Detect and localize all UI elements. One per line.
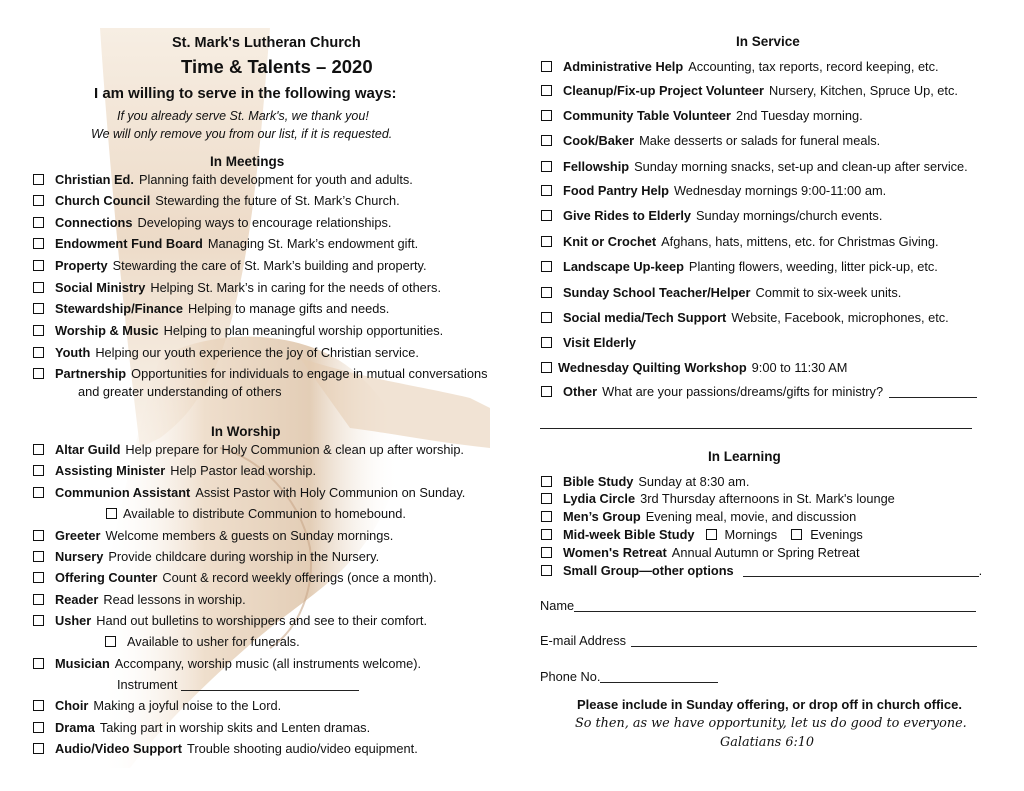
item-name: Cook/Baker xyxy=(563,133,635,148)
checkbox[interactable] xyxy=(541,547,552,558)
item-name: Women's Retreat xyxy=(563,545,667,560)
phone-label: Phone No. xyxy=(540,669,601,684)
checkbox[interactable] xyxy=(541,287,552,298)
item-name: Reader xyxy=(55,592,99,607)
item-name: Choir xyxy=(55,698,89,713)
checkbox[interactable] xyxy=(33,260,44,271)
item-desc: Assist Pastor with Holy Communion on Sunday. xyxy=(195,485,466,500)
learning-title: In Learning xyxy=(708,449,781,464)
footer-verse: So then, as we have opportunity, let us do good to everyone. xyxy=(575,716,967,731)
meetings-title: In Meetings xyxy=(210,154,285,169)
email-label: E-mail Address xyxy=(540,633,627,648)
service-item[interactable] xyxy=(541,310,949,325)
checkbox[interactable] xyxy=(541,236,552,247)
service-item[interactable] xyxy=(541,259,938,274)
service-item[interactable] xyxy=(541,159,968,174)
item-name: Partnership xyxy=(55,366,127,381)
item-name: Connections xyxy=(55,215,133,230)
item-desc: Stewarding the care of St. Mark’s building and property. xyxy=(112,258,427,273)
item-name: Youth xyxy=(55,345,91,360)
checkbox[interactable] xyxy=(541,337,552,348)
meeting-item[interactable] xyxy=(33,215,391,230)
item-desc: Trouble shooting audio/video equipment. xyxy=(187,741,418,756)
service-item[interactable] xyxy=(541,384,977,399)
item-desc: Commit to six-week units. xyxy=(755,285,902,300)
service-item[interactable] xyxy=(541,285,901,300)
item-name: Altar Guild xyxy=(55,442,121,457)
meeting-item[interactable] xyxy=(33,280,441,295)
item-name: Community Table Volunteer xyxy=(563,108,732,123)
checkbox[interactable] xyxy=(541,161,552,172)
checkbox[interactable] xyxy=(105,636,116,647)
form-subtitle: I am willing to serve in the following ways: xyxy=(94,85,397,102)
removal-note: We will only remove you from our list, if it is requested. xyxy=(91,127,393,141)
service-item[interactable] xyxy=(541,108,863,123)
item-desc: Helping to manage gifts and needs. xyxy=(188,301,390,316)
item-name: Worship & Music xyxy=(55,323,159,338)
item-desc: 9:00 to 11:30 AM xyxy=(751,360,848,375)
item-desc: Website, Facebook, microphones, etc. xyxy=(731,310,949,325)
email-field[interactable] xyxy=(540,633,977,648)
item-name: Stewardship/Finance xyxy=(55,301,184,316)
item-desc: Available to usher for funerals. xyxy=(127,634,300,649)
meeting-item[interactable] xyxy=(33,258,427,273)
meeting-item[interactable] xyxy=(33,193,400,208)
checkbox[interactable] xyxy=(33,444,44,455)
item-name: Endowment Fund Board xyxy=(55,236,203,251)
checkbox[interactable] xyxy=(33,658,44,669)
item-desc: Welcome members & guests on Sunday mornings. xyxy=(105,528,394,543)
checkbox[interactable] xyxy=(541,386,552,397)
worship-title: In Worship xyxy=(211,424,281,439)
item-name: Usher xyxy=(55,613,92,628)
partnership-desc-continued: and greater understanding of others xyxy=(78,384,282,399)
checkbox[interactable] xyxy=(33,347,44,358)
worship-item[interactable] xyxy=(33,720,370,735)
item-desc: Read lessons in worship. xyxy=(103,592,246,607)
item-desc: Taking part in worship skits and Lenten dramas. xyxy=(99,720,371,735)
service-item[interactable] xyxy=(541,360,847,375)
other-answer-line[interactable] xyxy=(889,385,977,398)
other-answer-line-2[interactable] xyxy=(540,428,972,429)
service-item[interactable] xyxy=(541,234,939,249)
item-name: Assisting Minister xyxy=(55,463,166,478)
checkbox[interactable] xyxy=(541,110,552,121)
worship-item[interactable] xyxy=(33,549,379,564)
checkbox[interactable] xyxy=(33,195,44,206)
checkbox[interactable] xyxy=(541,261,552,272)
checkbox[interactable] xyxy=(33,238,44,249)
item-desc: Accounting, tax reports, record keeping, etc. xyxy=(688,59,939,74)
checkbox[interactable] xyxy=(33,368,44,379)
worship-item[interactable] xyxy=(33,698,281,713)
item-name: Men’s Group xyxy=(563,509,641,524)
checkbox[interactable] xyxy=(541,312,552,323)
service-title: In Service xyxy=(736,34,800,49)
footer-instruction: Please include in Sunday offering, or drop off in church office. xyxy=(577,697,962,712)
item-desc: Sunday morning snacks, set-up and clean-up after service. xyxy=(634,159,968,174)
service-item[interactable] xyxy=(541,335,641,350)
checkbox[interactable] xyxy=(541,529,552,540)
item-name: Landscape Up-keep xyxy=(563,259,684,274)
evenings-label: Evenings xyxy=(810,527,863,542)
item-name: Property xyxy=(55,258,108,273)
checkbox[interactable] xyxy=(541,85,552,96)
phone-line[interactable] xyxy=(600,670,718,683)
item-name: Sunday School Teacher/Helper xyxy=(563,285,751,300)
thank-you-note: If you already serve St. Mark's, we thank you! xyxy=(117,109,369,123)
checkbox[interactable] xyxy=(541,565,552,576)
worship-item[interactable] xyxy=(33,613,427,628)
worship-item[interactable] xyxy=(33,741,418,756)
item-desc: Help Pastor lead worship. xyxy=(170,463,317,478)
name-field[interactable] xyxy=(540,598,976,613)
item-name: Give Rides to Elderly xyxy=(563,208,692,223)
worship-item[interactable] xyxy=(33,528,393,543)
checkbox[interactable] xyxy=(33,594,44,605)
worship-item[interactable] xyxy=(33,656,421,671)
learning-item[interactable] xyxy=(541,545,860,560)
worship-item[interactable] xyxy=(33,463,316,478)
evenings-checkbox[interactable] xyxy=(791,529,802,540)
item-desc: Accompany, worship music (all instruments welcome). xyxy=(114,656,422,671)
item-desc: Making a joyful noise to the Lord. xyxy=(93,698,282,713)
service-item[interactable] xyxy=(541,133,880,148)
service-item[interactable] xyxy=(541,208,882,223)
item-desc: Sunday mornings/church events. xyxy=(696,208,883,223)
item-desc: 2nd Tuesday morning. xyxy=(736,108,863,123)
homebound-option[interactable] xyxy=(106,506,406,521)
church-name: St. Mark's Lutheran Church xyxy=(172,35,361,51)
checkbox[interactable] xyxy=(541,511,552,522)
item-name: Lydia Circle xyxy=(563,491,636,506)
checkbox[interactable] xyxy=(33,465,44,476)
item-name: Social media/Tech Support xyxy=(563,310,727,325)
item-name: Christian Ed. xyxy=(55,172,134,187)
learning-item[interactable] xyxy=(541,491,895,506)
item-name: Church Council xyxy=(55,193,151,208)
item-desc: Opportunities for individuals to engage in mutual conversations xyxy=(131,366,488,381)
instrument-line[interactable] xyxy=(181,678,359,691)
item-name: Food Pantry Help xyxy=(563,183,669,198)
item-name: Cleanup/Fix-up Project Volunteer xyxy=(563,83,764,98)
service-item[interactable] xyxy=(541,83,958,98)
checkbox[interactable] xyxy=(33,325,44,336)
name-label: Name xyxy=(540,598,575,613)
checkbox[interactable] xyxy=(33,551,44,562)
item-desc: Annual Autumn or Spring Retreat xyxy=(671,545,860,560)
learning-item[interactable] xyxy=(541,509,856,524)
item-desc: Provide childcare during worship in the Nursery. xyxy=(108,549,380,564)
checkbox[interactable] xyxy=(541,362,552,373)
item-name: Musician xyxy=(55,656,110,671)
checkbox[interactable] xyxy=(541,476,552,487)
checkbox[interactable] xyxy=(33,722,44,733)
checkbox[interactable] xyxy=(106,508,117,519)
footer-reference: Galatians 6:10 xyxy=(720,735,815,750)
checkbox[interactable] xyxy=(33,700,44,711)
small-group-line[interactable] xyxy=(743,564,979,577)
item-desc: Helping St. Mark’s in caring for the needs of others. xyxy=(150,280,442,295)
instrument-label: Instrument xyxy=(117,677,178,692)
item-name: Greeter xyxy=(55,528,101,543)
form-title: Time & Talents – 2020 xyxy=(181,56,373,77)
mornings-checkbox[interactable] xyxy=(706,529,717,540)
meeting-item[interactable] xyxy=(33,236,418,251)
meeting-item[interactable] xyxy=(33,172,413,187)
checkbox[interactable] xyxy=(33,530,44,541)
item-desc: Sunday at 8:30 am. xyxy=(638,474,750,489)
item-name: Audio/Video Support xyxy=(55,741,183,756)
item-desc: Nursery, Kitchen, Spruce Up, etc. xyxy=(768,83,958,98)
item-desc: Help prepare for Holy Communion & clean up after worship. xyxy=(125,442,464,457)
worship-item[interactable] xyxy=(33,570,437,585)
checkbox[interactable] xyxy=(541,493,552,504)
worship-item[interactable] xyxy=(33,592,246,607)
worship-item[interactable] xyxy=(33,442,464,457)
item-name: Offering Counter xyxy=(55,570,158,585)
checkbox[interactable] xyxy=(541,61,552,72)
item-name: Mid-week Bible Study xyxy=(563,527,695,542)
service-item[interactable] xyxy=(541,59,939,74)
checkbox[interactable] xyxy=(33,217,44,228)
instrument-field[interactable] xyxy=(117,677,359,692)
item-name: Fellowship xyxy=(563,159,630,174)
funerals-option[interactable] xyxy=(105,634,300,649)
meeting-item[interactable] xyxy=(33,323,443,338)
item-name: Visit Elderly xyxy=(563,335,637,350)
item-name: Nursery xyxy=(55,549,104,564)
learning-item[interactable] xyxy=(541,474,749,489)
item-name: Wednesday Quilting Workshop xyxy=(558,360,747,375)
item-desc: What are your passions/dreams/gifts for ministry? xyxy=(602,384,884,399)
checkbox[interactable] xyxy=(33,174,44,185)
item-desc: Planning faith development for youth and adults. xyxy=(138,172,413,187)
item-desc: Make desserts or salads for funeral meals. xyxy=(639,133,881,148)
item-desc: Available to distribute Communion to homebound. xyxy=(123,506,406,521)
item-desc: Afghans, hats, mittens, etc. for Christmas Giving. xyxy=(661,234,939,249)
item-name: Drama xyxy=(55,720,95,735)
item-desc: Planting flowers, weeding, litter pick-up, etc. xyxy=(688,259,938,274)
item-desc: 3rd Thursday afternoons in St. Mark's lounge xyxy=(640,491,895,506)
checkbox[interactable] xyxy=(33,487,44,498)
item-name: Communion Assistant xyxy=(55,485,191,500)
meeting-item[interactable] xyxy=(33,345,419,360)
checkbox[interactable] xyxy=(33,282,44,293)
item-desc: Wednesday mornings 9:00-11:00 am. xyxy=(673,183,887,198)
email-line[interactable] xyxy=(631,634,977,647)
meeting-item[interactable] xyxy=(33,366,488,381)
item-desc: Helping to plan meaningful worship opportunities. xyxy=(163,323,444,338)
name-line[interactable] xyxy=(574,599,976,612)
checkbox[interactable] xyxy=(33,303,44,314)
item-desc: Managing St. Mark’s endowment gift. xyxy=(207,236,419,251)
item-name: Social Ministry xyxy=(55,280,146,295)
checkbox[interactable] xyxy=(33,615,44,626)
phone-field[interactable] xyxy=(540,669,718,684)
service-item[interactable] xyxy=(541,183,886,198)
mornings-label: Mornings xyxy=(724,527,778,542)
worship-item[interactable] xyxy=(33,485,465,500)
item-name: Knit or Crochet xyxy=(563,234,657,249)
item-desc: Evening meal, movie, and discussion xyxy=(645,509,857,524)
item-name: Bible Study xyxy=(563,474,634,489)
item-desc: Developing ways to encourage relationships. xyxy=(137,215,392,230)
item-name: Other xyxy=(563,384,598,399)
item-name: Administrative Help xyxy=(563,59,684,74)
item-desc: Count & record weekly offerings (once a month). xyxy=(162,570,437,585)
checkbox[interactable] xyxy=(33,743,44,754)
checkbox[interactable] xyxy=(541,210,552,221)
checkbox[interactable] xyxy=(541,135,552,146)
item-desc: Helping our youth experience the joy of Christian service. xyxy=(95,345,419,360)
item-desc: Hand out bulletins to worshippers and see to their comfort. xyxy=(96,613,428,628)
checkbox[interactable] xyxy=(33,572,44,583)
learning-item[interactable]: Small Group—other options . xyxy=(541,563,982,578)
item-desc: Stewarding the future of St. Mark’s Church. xyxy=(155,193,400,208)
learning-item[interactable] xyxy=(541,527,863,542)
checkbox[interactable] xyxy=(541,185,552,196)
meeting-item[interactable] xyxy=(33,301,389,316)
item-name: Small Group—other options xyxy=(563,563,734,578)
